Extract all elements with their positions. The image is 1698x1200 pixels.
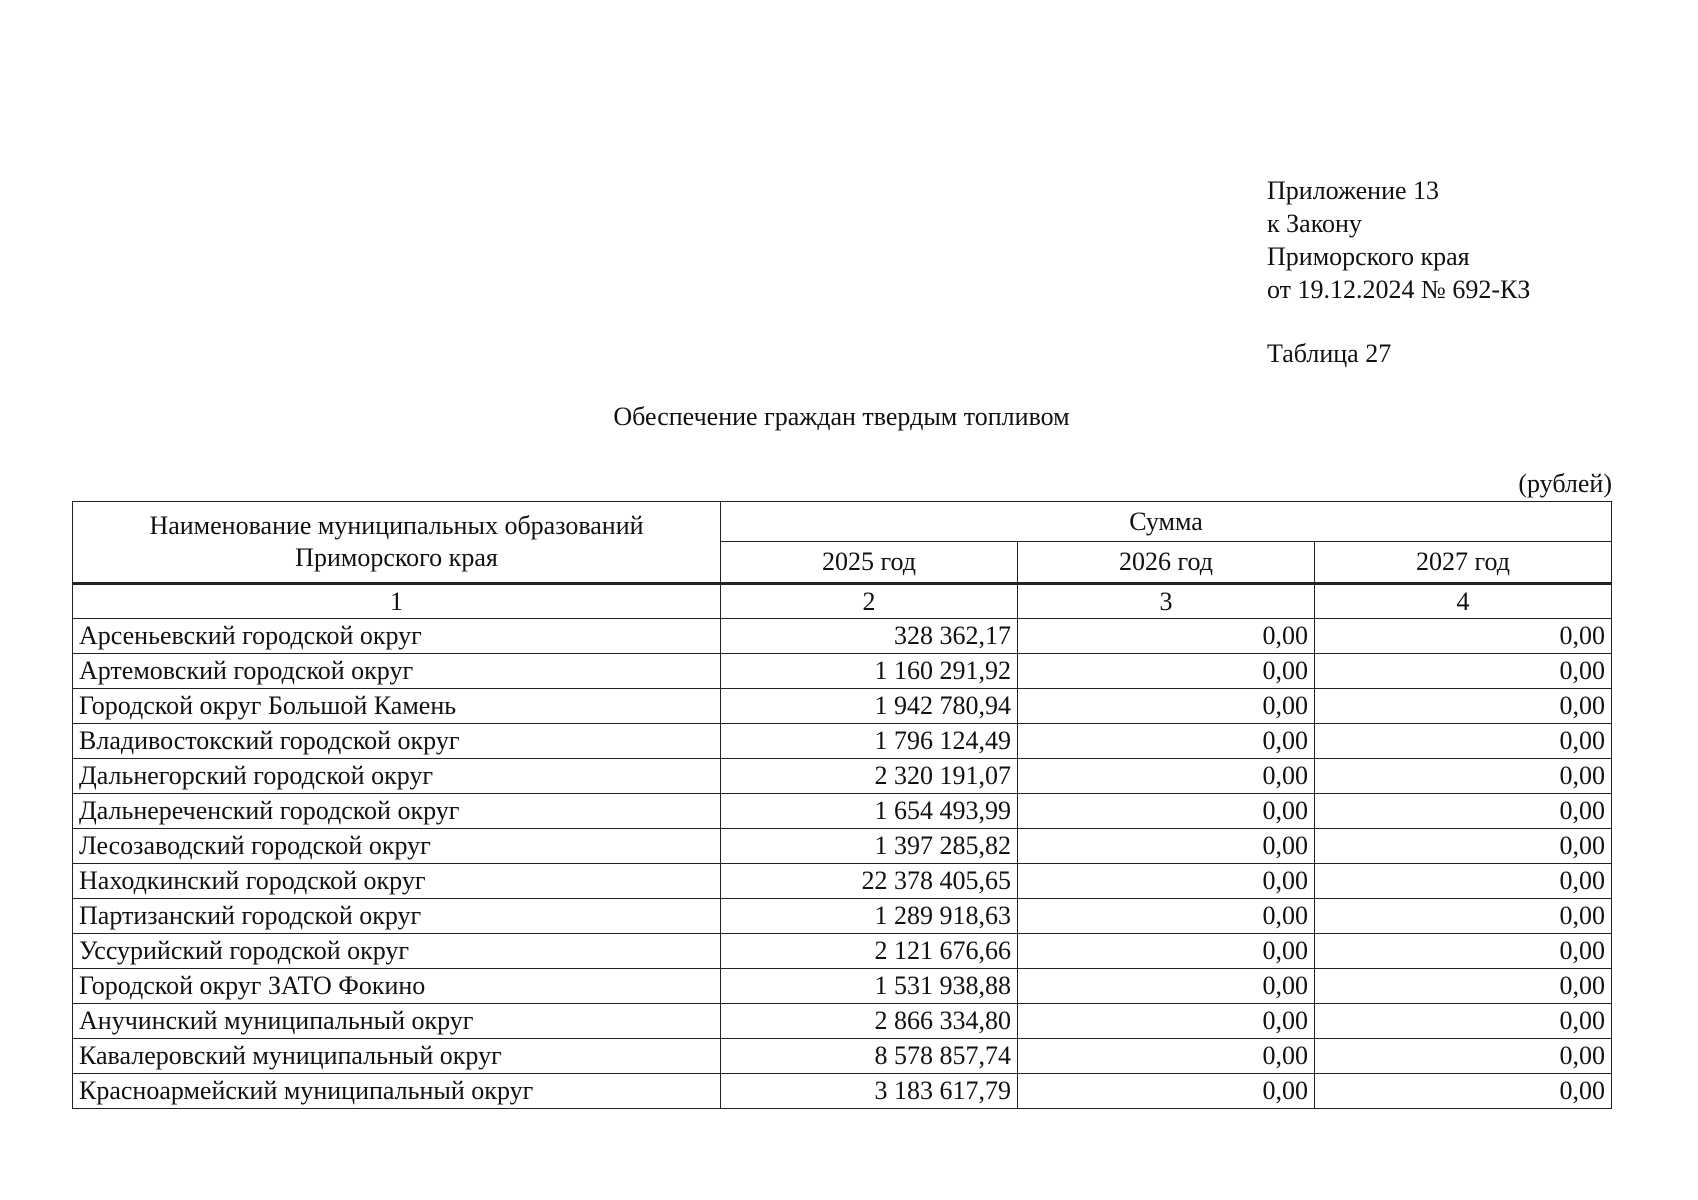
row-value-2026: 0,00 — [1018, 1039, 1315, 1074]
document-title — [0, 400, 1698, 433]
row-value-2025: 1 796 124,49 — [721, 724, 1018, 759]
row-name: Анучинский муниципальный округ — [73, 1004, 721, 1039]
row-name: Арсеньевский городской округ — [73, 619, 721, 654]
row-name: Артемовский городской округ — [73, 654, 721, 689]
row-name: Кавалеровский муниципальный округ — [73, 1039, 721, 1074]
row-value-2026: 0,00 — [1018, 864, 1315, 899]
row-value-2025: 1 397 285,82 — [721, 829, 1018, 864]
row-name: Владивостокский городской округ — [73, 724, 721, 759]
row-value-2025: 1 289 918,63 — [721, 899, 1018, 934]
row-value-2027: 0,00 — [1315, 724, 1612, 759]
row-value-2025: 328 362,17 — [721, 619, 1018, 654]
row-value-2026: 0,00 — [1018, 934, 1315, 969]
table-row — [73, 1004, 1612, 1039]
table-row — [73, 759, 1612, 794]
table-row — [73, 619, 1612, 654]
column-number: 1 — [73, 584, 721, 619]
row-value-2026: 0,00 — [1018, 759, 1315, 794]
row-value-2026: 0,00 — [1018, 1004, 1315, 1039]
row-name: Дальнереченский городской округ — [73, 794, 721, 829]
table-row — [73, 969, 1612, 1004]
row-value-2025: 3 183 617,79 — [721, 1074, 1018, 1109]
table-number: Таблица 27 — [1267, 339, 1392, 368]
table-row — [73, 1074, 1612, 1109]
row-name: Городской округ Большой Камень — [73, 689, 721, 724]
header-year-2027: 2027 год — [1315, 542, 1612, 584]
header-year-2026: 2026 год — [1018, 542, 1315, 584]
table-row — [73, 689, 1612, 724]
row-name: Лесозаводский городской округ — [73, 829, 721, 864]
appendix-line: Приложение 13 — [1267, 176, 1440, 205]
row-value-2027: 0,00 — [1315, 794, 1612, 829]
column-number: 3 — [1018, 584, 1315, 619]
table-row — [73, 899, 1612, 934]
row-name: Партизанский городской округ — [73, 899, 721, 934]
row-value-2027: 0,00 — [1315, 654, 1612, 689]
row-value-2025: 1 942 780,94 — [721, 689, 1018, 724]
table-row — [73, 794, 1612, 829]
header-name-cell: Наименование муниципальных образований Приморского края — [73, 502, 721, 584]
row-name: Уссурийский городской округ — [73, 934, 721, 969]
row-value-2025: 8 578 857,74 — [721, 1039, 1018, 1074]
row-value-2025: 2 866 334,80 — [721, 1004, 1018, 1039]
appendix-block — [1267, 174, 1530, 306]
row-value-2027: 0,00 — [1315, 759, 1612, 794]
row-value-2027: 0,00 — [1315, 969, 1612, 1004]
header-sum-cell: Сумма — [721, 502, 1612, 542]
row-value-2026: 0,00 — [1018, 969, 1315, 1004]
row-value-2026: 0,00 — [1018, 654, 1315, 689]
row-value-2027: 0,00 — [1315, 1004, 1612, 1039]
table-row — [73, 654, 1612, 689]
row-value-2025: 2 320 191,07 — [721, 759, 1018, 794]
row-name: Дальнегорский городской округ — [73, 759, 721, 794]
budget-table — [72, 501, 1612, 1109]
table-row — [73, 1039, 1612, 1074]
row-value-2027: 0,00 — [1315, 619, 1612, 654]
row-value-2026: 0,00 — [1018, 619, 1315, 654]
units-label: (рублей) — [1518, 469, 1612, 498]
header-year-2025: 2025 год — [721, 542, 1018, 584]
table-row — [73, 934, 1612, 969]
row-name: Красноармейский муниципальный округ — [73, 1074, 721, 1109]
row-value-2025: 22 378 405,65 — [721, 864, 1018, 899]
row-value-2026: 0,00 — [1018, 724, 1315, 759]
appendix-line: к Закону — [1267, 209, 1362, 238]
row-value-2025: 2 121 676,66 — [721, 934, 1018, 969]
row-value-2026: 0,00 — [1018, 829, 1315, 864]
row-value-2026: 0,00 — [1018, 1074, 1315, 1109]
column-number: 2 — [721, 584, 1018, 619]
row-value-2027: 0,00 — [1315, 1039, 1612, 1074]
row-value-2027: 0,00 — [1315, 689, 1612, 724]
document-title-text: Обеспечение граждан твердым топливом — [613, 402, 1070, 431]
column-number: 4 — [1315, 584, 1612, 619]
row-value-2027: 0,00 — [1315, 1074, 1612, 1109]
row-value-2025: 1 160 291,92 — [721, 654, 1018, 689]
appendix-line: Приморского края — [1267, 242, 1470, 271]
row-name: Городской округ ЗАТО Фокино — [73, 969, 721, 1004]
table-row — [73, 829, 1612, 864]
row-value-2025: 1 654 493,99 — [721, 794, 1018, 829]
table-row — [73, 864, 1612, 899]
row-value-2027: 0,00 — [1315, 864, 1612, 899]
row-value-2026: 0,00 — [1018, 794, 1315, 829]
row-name: Находкинский городской округ — [73, 864, 721, 899]
row-value-2026: 0,00 — [1018, 689, 1315, 724]
row-value-2026: 0,00 — [1018, 899, 1315, 934]
row-value-2027: 0,00 — [1315, 934, 1612, 969]
appendix-line: от 19.12.2024 № 692-КЗ — [1267, 275, 1531, 304]
row-value-2027: 0,00 — [1315, 829, 1612, 864]
row-value-2027: 0,00 — [1315, 899, 1612, 934]
row-value-2025: 1 531 938,88 — [721, 969, 1018, 1004]
table-row — [73, 724, 1612, 759]
